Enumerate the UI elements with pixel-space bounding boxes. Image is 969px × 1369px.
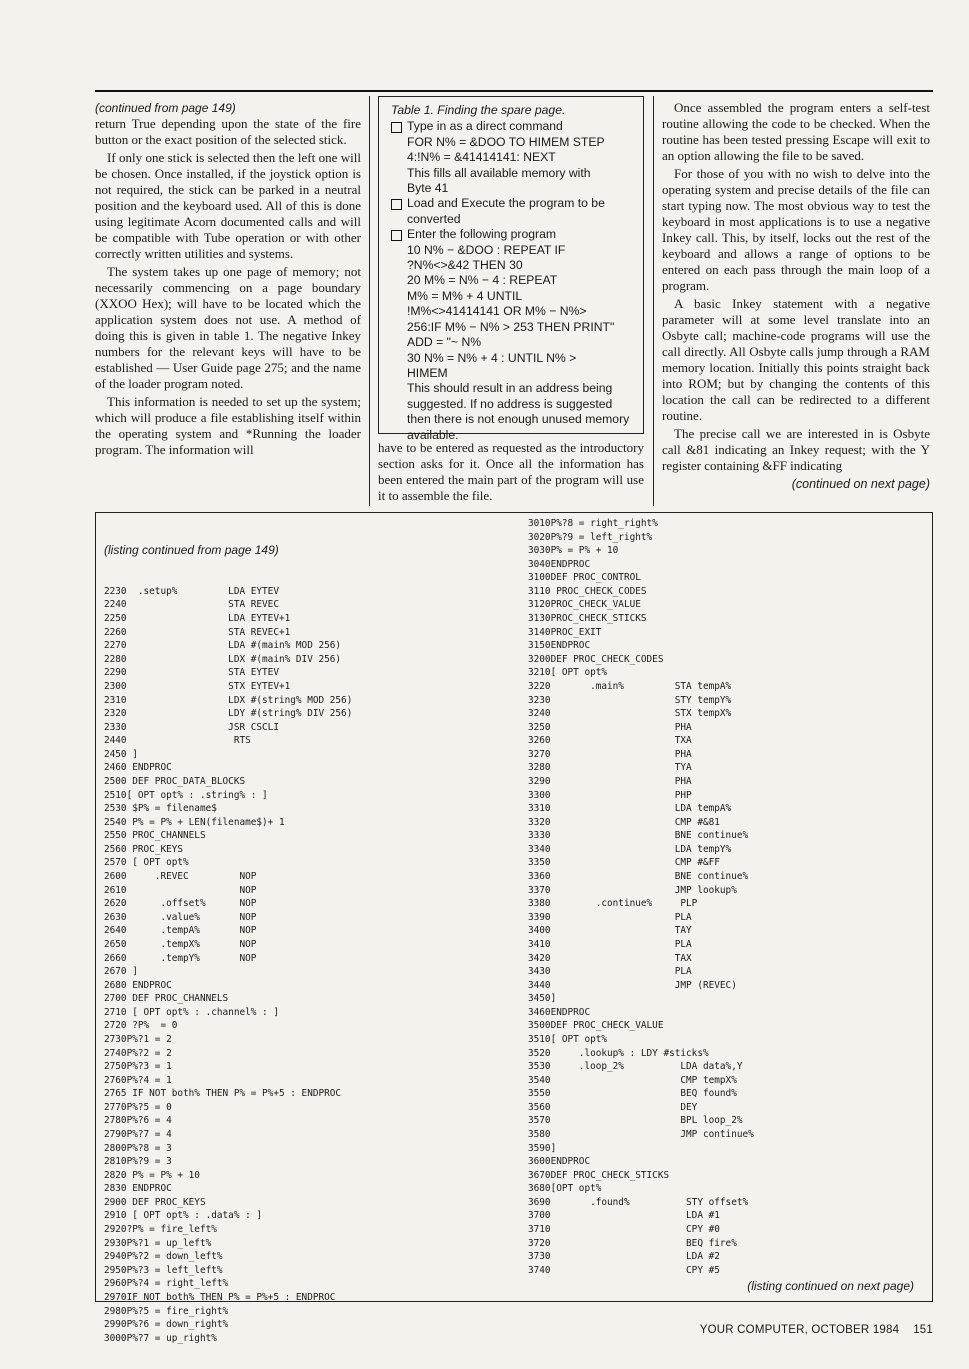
listing-line: 3230 STY tempY% [528,694,732,706]
listing-line: 3400 TAY [528,925,692,937]
table-code-line: ?N%<>&42 THEN 30 [407,258,523,273]
table-code-line: !M%<>41414141 OR M% − N%> [407,304,587,319]
listing-line: 3520 .lookup% : LDY #sticks% [528,1047,709,1059]
listing-line: 2310 LDX #(string% MOD 256) [104,694,353,706]
listing-line: 2700 DEF PROC_CHANNELS [104,993,229,1005]
listing-line: 3460ENDPROC [528,1006,591,1018]
table-item-text: Load and Execute the program to be converted [407,196,605,226]
listing-line: 2280 LDX #(main% DIV 256) [104,653,342,665]
listing-line: 2990P%?6 = down_right% [104,1319,229,1331]
table-code-line: Byte 41 [407,181,449,196]
listing-line: 3730 LDA #2 [528,1251,720,1263]
listing-line: 3290 PHA [528,775,692,787]
listing-line: 2920?P% = fire_left% [104,1224,217,1236]
paragraph: A basic Inkey statement with a negative parameter will at some level translate into an Osbyte call; machine-code programs will use the call directly. All Osbyte calls jump through a RAM memory location. Initially this points straight back into ROM; but by changing the contents of this location the call can be redirected to a different routine. [662,296,930,423]
listing-line: 2790P%?7 = 4 [104,1129,172,1141]
listing-line: 3110 PROC_CHECK_CODES [528,585,647,597]
listing-line: 2930P%?1 = up_left% [104,1237,212,1249]
top-rule [95,90,933,92]
listing-line: 3390 PLA [528,911,692,923]
listing-line: 2550 PROC_CHANNELS [104,830,206,842]
listing-column-right [528,517,754,1277]
listing-line: 3140PROC_EXIT [528,626,602,638]
checkbox-icon [391,122,402,133]
paragraph: This information is needed to set up the system; which will produce a file establishing itself within the operating system and *Running the loader program. The information will [95,394,361,457]
article-column-2 [378,440,644,506]
listing-line: 2830 ENDPROC [104,1183,172,1195]
listing-line: 3450] [528,993,557,1005]
table-code-line: FOR N% = &DOO TO HIMEM STEP [407,134,605,149]
table-code-line: M% = M% + 4 UNTIL [407,288,523,303]
listing-line: 3570 BPL loop_2% [528,1115,743,1127]
listing-line: 2510[ OPT opt% : .string% : ] [104,789,268,801]
paragraph: return True depending upon the state of the fire button or the exact position of the selected stick. [95,116,361,147]
listing-line: 2780P%?6 = 4 [104,1115,172,1127]
listing-line: 2300 STX EYTEV+1 [104,680,291,692]
continued-from-label: (continued from page 149) [95,101,236,115]
listing-line: 3300 PHP [528,789,692,801]
listing-line: 3220 .main% STA tempA% [528,680,732,692]
listing-line: 2970IF NOT both% THEN P% = P%+5 : ENDPROC [104,1291,336,1303]
listing-line: 2800P%?8 = 3 [104,1142,172,1154]
listing-line: 3120PROC_CHECK_VALUE [528,599,641,611]
listing-line: 2290 STA EYTEV [104,667,279,679]
listing-line: 2960P%?4 = right_left% [104,1278,229,1290]
listing-line: 2750P%?3 = 1 [104,1061,172,1073]
listing-line: 3700 LDA #1 [528,1210,720,1222]
listing-line: 3440 JMP (REVEC) [528,979,737,991]
listing-line: 3710 CPY #0 [528,1224,720,1236]
listing-line: 3430 PLA [528,966,692,978]
listing-line: 3500DEF PROC_CHECK_VALUE [528,1020,664,1032]
listing-line: 3540 CMP tempX% [528,1074,737,1086]
table-item-text: Enter the following program [407,227,557,242]
listing-line: 3260 TXA [528,735,692,747]
listing-line: 3380 .continue% PLP [528,898,698,910]
listing-line: 3350 CMP #&FF [528,857,720,869]
listing-line: 3270 PHA [528,748,692,760]
listing-line: 3600ENDPROC [528,1156,591,1168]
table-code-line: 4:!N% = &41414141: NEXT [407,150,556,165]
listing-line: 3020P%?9 = left_right% [528,531,653,543]
listing-line: 2530 $P% = filename$ [104,803,217,815]
listing-line: 3580 JMP continue% [528,1129,754,1141]
continued-next-label: (continued on next page) [791,477,930,491]
listing-line: 2320 LDY #(string% DIV 256) [104,708,353,720]
paragraph: have to be entered as requested as the introductory section asks for it. Once all the information has been entered the main part of the program will use it to assemble the file. [378,440,644,503]
listing-line: 3360 BNE continue% [528,871,749,883]
listing-line: 3690 .found% STY offset% [528,1196,749,1208]
listing-line: 3310 LDA tempA% [528,803,732,815]
listing-line: 3010P%?8 = right_right% [528,518,658,529]
listing-line: 3240 STX tempX% [528,708,732,720]
listing-line: 2940P%?2 = down_left% [104,1251,223,1263]
checkbox-icon [391,199,402,210]
paragraph: For those of you with no wish to delve into the operating system and precise details of the file can start typing now. The most obvious way to test the keyboard in most applications is to use a negative Inkey call. This, by itself, locks out the rest of the keyboard and allows a range of options to be entered on each pass through the main loop of a program. [662,166,930,293]
listing-line: 3420 TAX [528,952,692,964]
table-item [391,227,635,242]
page-footer [686,1324,933,1336]
paragraph: The system takes up one page of memory; not necessarily commencing on a page boundary (XXOO Hex); will have to be located which the application system does not use. A method of doing this is given in table 1. The negative Inkey numbers for the relevant keys will have to be established — User Guide page 275; and the name of the loader program noted. [95,264,361,391]
listing-line: 2560 PROC_KEYS [104,843,184,855]
page-number: 151 [913,1324,933,1336]
listing-line: 2660 .tempY% NOP [104,952,257,964]
listing-line: 2950P%?3 = left_left% [104,1264,223,1276]
listing-line: 2820 P% = P% + 10 [104,1169,200,1181]
listing-line: 2720 ?P% = 0 [104,1020,178,1032]
paragraph: If only one stick is selected then the left one will be chosen. Once installed, if the joystick option is not required, the stick can be parked in a neutral position and the keyboard used. All of this is done using legitimate Acorn documented calls and will be compatible with Tube operation or with other correctly written utilities and systems. [95,150,361,261]
listing-line: 2810P%?9 = 3 [104,1156,172,1168]
table-code-line: 30 N% = N% + 4 : UNTIL N% > [407,350,577,365]
listing-line: 2230 .setup% LDA EYTEV [104,585,279,597]
listing-footer: (listing continued on next page) [747,1279,914,1293]
listing-line: 2640 .tempA% NOP [104,925,257,937]
listing-line: 2330 JSR CSCLI [104,721,279,733]
listing-line: 2620 .offset% NOP [104,898,257,910]
table-item-text: Type in as a direct command [407,119,563,134]
listing-line: 2910 [ OPT opt% : .data% : ] [104,1210,263,1222]
listing-line: 2760P%?4 = 1 [104,1074,172,1086]
table-item [391,196,635,227]
listing-column-left [104,517,352,1345]
listing-line: 3320 CMP #&81 [528,816,720,828]
listing-line: 3210[ OPT opt% [528,667,608,679]
listing-line: 2500 DEF PROC_DATA_BLOCKS [104,775,246,787]
listing-line: 2740P%?2 = 2 [104,1047,172,1059]
listing-line: 3560 DEY [528,1101,698,1113]
listing-line: 3000P%?7 = up_right% [104,1332,217,1344]
listing-line: 3550 BEQ found% [528,1088,737,1100]
listing-line: 3200DEF PROC_CHECK_CODES [528,653,664,665]
listing-line: 2240 STA REVEC [104,599,279,611]
listing-line: 3720 BEQ fire% [528,1237,737,1249]
listing-line: 3130PROC_CHECK_STICKS [528,613,647,625]
listing-line: 3250 PHA [528,721,692,733]
listing-line: 3040ENDPROC [528,558,591,570]
table-code-line: This fills all available memory with [407,165,591,180]
table-code-line: ADD = "~ N% [407,335,482,350]
listing-line: 2710 [ OPT opt% : .channel% : ] [104,1006,279,1018]
table-code-line: HIMEM [407,365,448,380]
table-1-box [378,96,644,442]
listing-line: 2765 IF NOT both% THEN P% = P%+5 : ENDPROC [104,1088,342,1100]
listing-line: 2450 ] [104,748,138,760]
column-divider [369,96,370,506]
listing-line: 2980P%?5 = fire_right% [104,1305,229,1317]
listing-line: 3410 PLA [528,938,692,950]
table-code-line: 256:IF M% − N% > 253 THEN PRINT" [407,319,615,334]
listing-line: 3370 JMP lookup% [528,884,737,896]
listing-line: 3280 TYA [528,762,692,774]
listing-line: 2770P%?5 = 0 [104,1101,172,1113]
table-item [391,119,635,134]
table-code-line: 20 M% = N% − 4 : REPEAT [407,273,558,288]
listing-line: 3740 CPY #5 [528,1264,720,1276]
listing-line: 2670 ] [104,966,138,978]
column-divider [653,96,654,506]
listing-line: 2900 DEF PROC_KEYS [104,1196,206,1208]
listing-line: 2250 LDA EYTEV+1 [104,613,291,625]
listing-line: 3680[OPT opt% [528,1183,602,1195]
listing-line: 2610 NOP [104,884,257,896]
table-title: Table 1. Finding the spare page. [391,103,566,117]
listing-line: 3590] [528,1142,557,1154]
listing-line: 2460 ENDPROC [104,762,172,774]
listing-line: 2650 .tempX% NOP [104,938,257,950]
checkbox-icon [391,230,402,241]
article-column-1 [95,100,361,460]
listing-line: 2570 [ OPT opt% [104,857,189,869]
listing-line: 2600 .REVEC NOP [104,871,257,883]
listing-line: 2540 P% = P% + LEN(filename$)+ 1 [104,816,285,828]
listing-line: 3150ENDPROC [528,640,591,652]
listing-line: 3670DEF PROC_CHECK_STICKS [528,1169,670,1181]
listing-line: 3330 BNE continue% [528,830,749,842]
magazine-issue: YOUR COMPUTER, OCTOBER 1984 [699,1324,900,1336]
listing-line: 2630 .value% NOP [104,911,257,923]
listing-line: 2680 ENDPROC [104,979,172,991]
listing-line: 2730P%?1 = 2 [104,1033,172,1045]
listing-line: 3530 .loop_2% LDA data%,Y [528,1061,743,1073]
paragraph: Once assembled the program enters a self-test routine allowing the code to be checked. When the routine has been tested pressing Escape will exit to an option allowing the file to be saved. [662,100,930,163]
listing-line: 2260 STA REVEC+1 [104,626,291,638]
listing-line: 2440 RTS [104,735,251,747]
listing-header: (listing continued from page 149) [104,543,279,558]
article-column-3 [662,100,930,492]
table-note: This should result in an address being suggested. If no address is suggested then there is not enough unused memory available. [407,381,630,442]
table-code-line: 10 N% − &DOO : REPEAT IF [407,242,566,257]
listing-line: 3340 LDA tempY% [528,843,732,855]
paragraph: The precise call we are interested in is Osbyte call &81 indicating an Inkey request; with the Y register containing &FF indicating [662,426,930,473]
listing-line: 3030P% = P% + 10 [528,545,619,557]
listing-line: 3510[ OPT opt% [528,1033,608,1045]
listing-line: 3100DEF PROC_CONTROL [528,572,641,584]
listing-line: 2270 LDA #(main% MOD 256) [104,640,342,652]
